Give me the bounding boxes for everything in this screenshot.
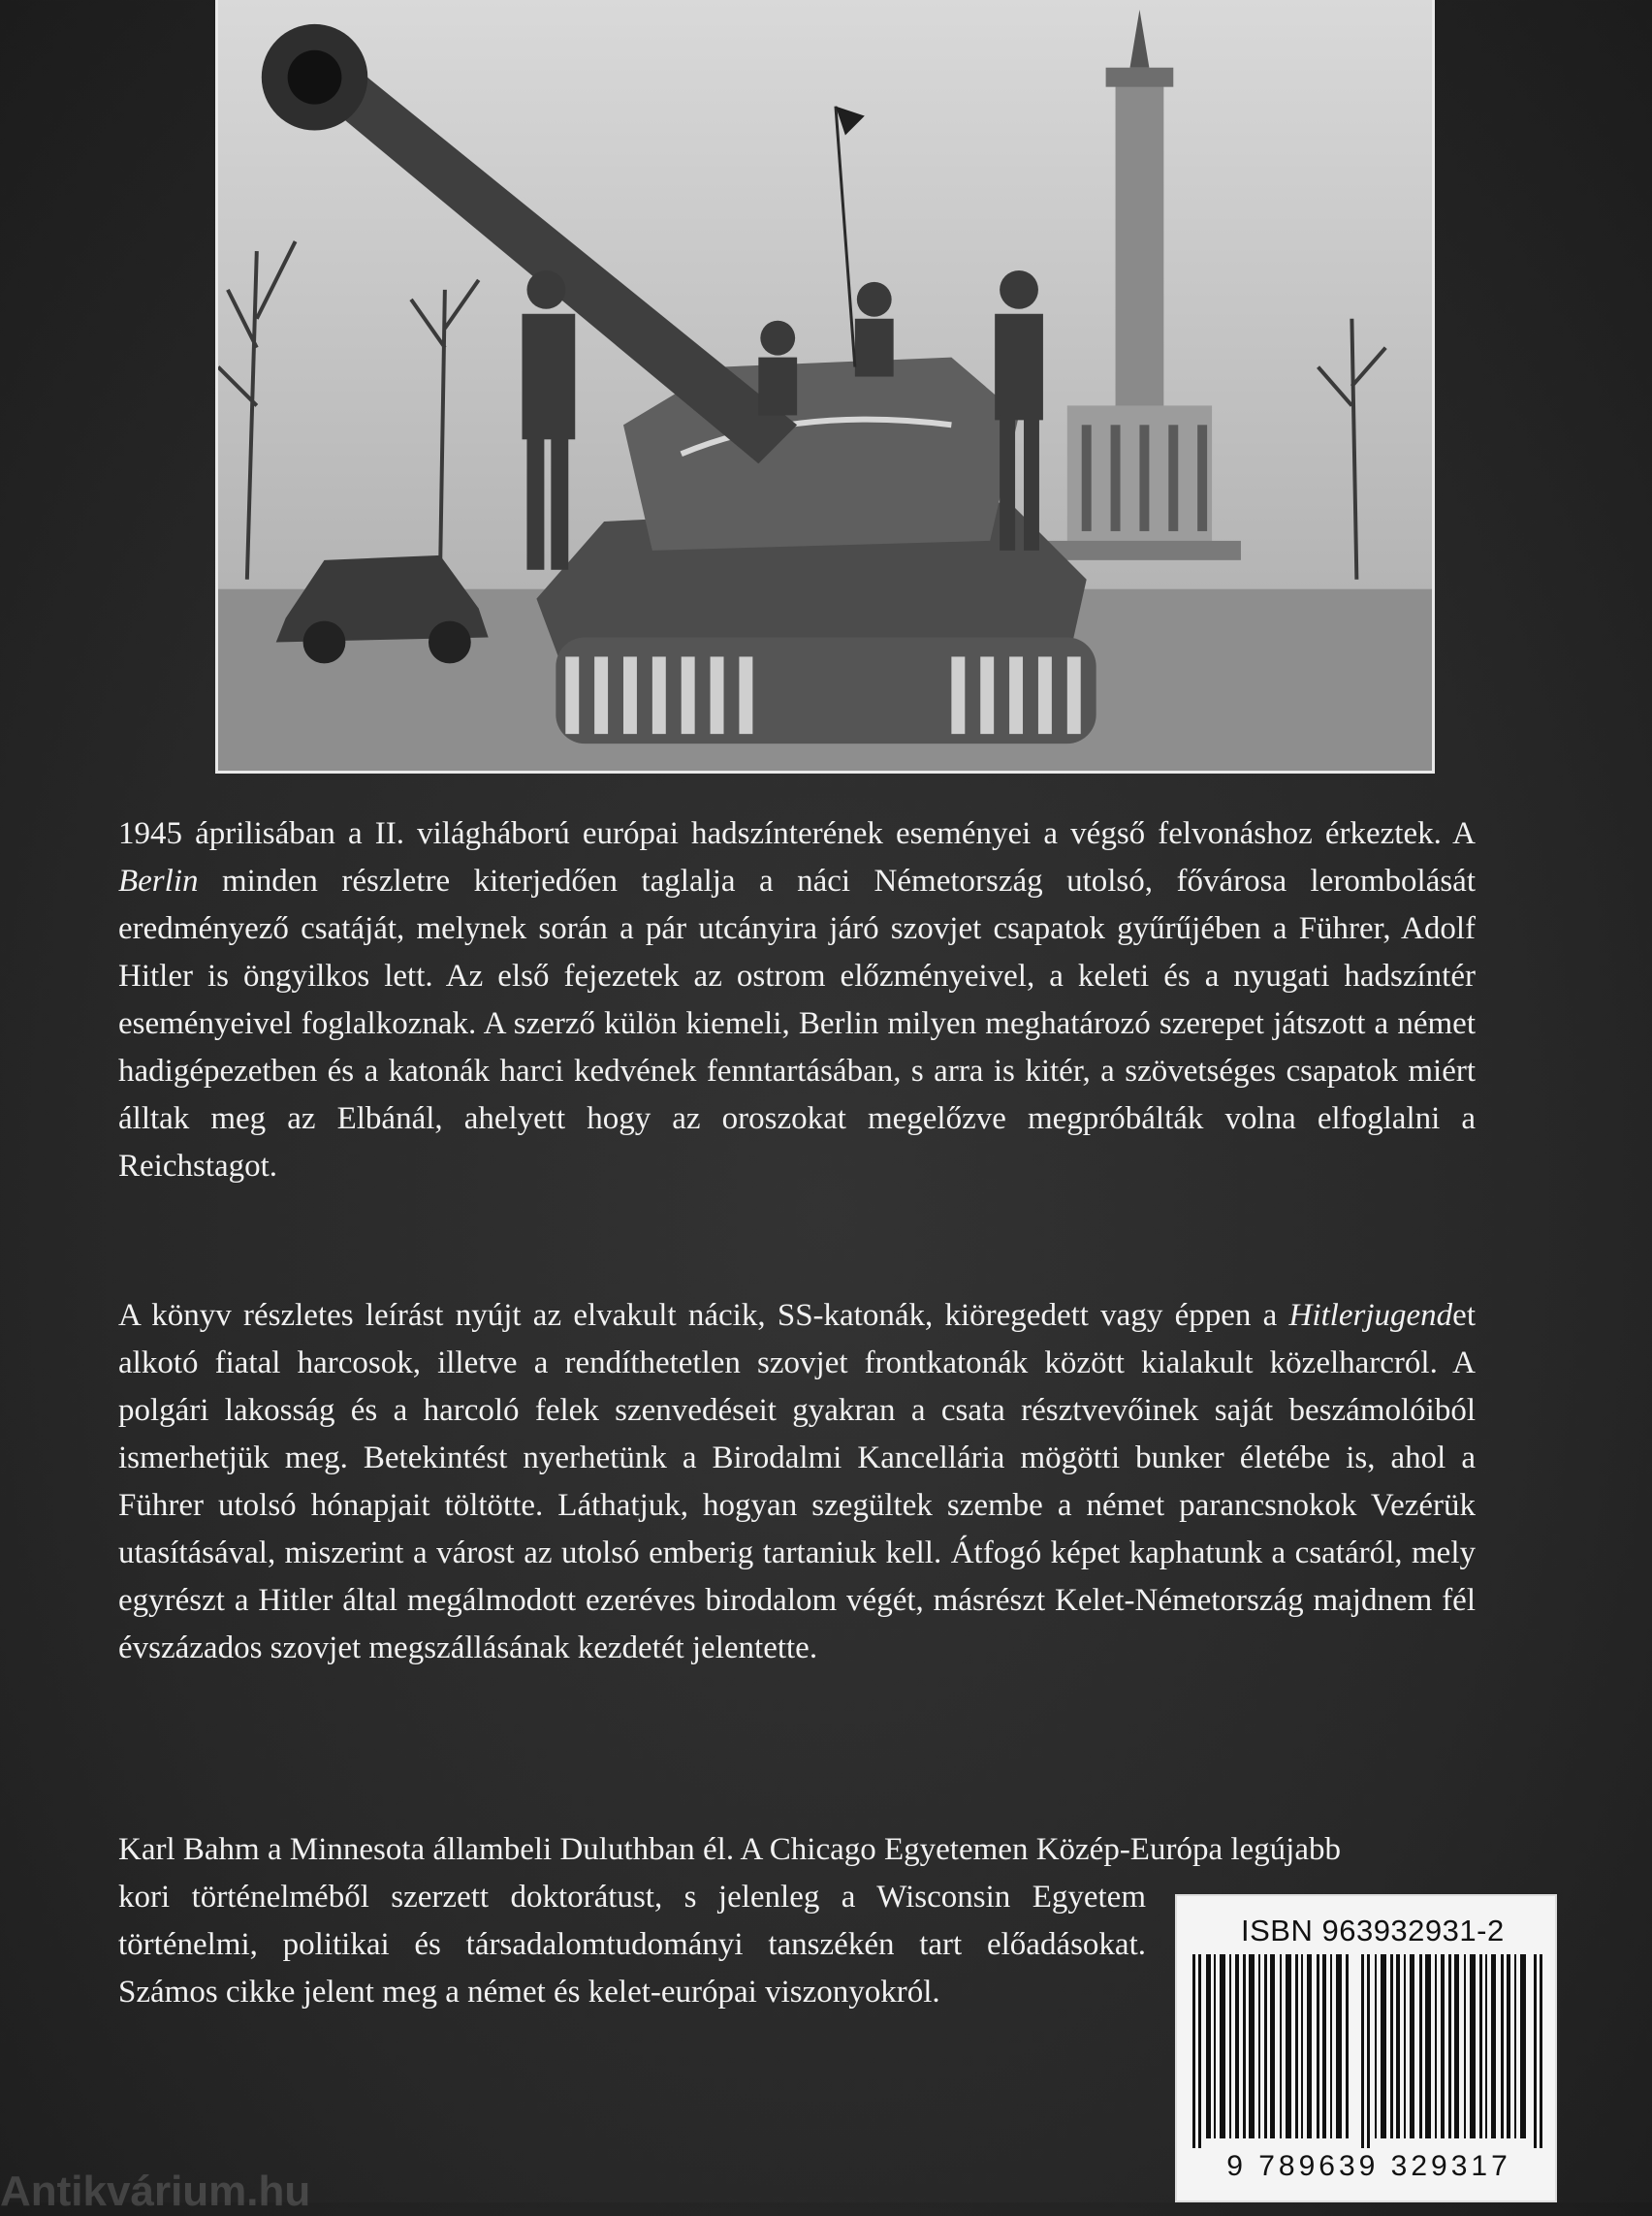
blurb-paragraph-2 [118, 1292, 1476, 1672]
author-bio-first-line: Karl Bahm a Minnesota állambeli Duluthban él. A Chicago Egyetemen Közép-Európa legújabb [118, 1832, 1341, 1867]
barcode-bars [1192, 1954, 1545, 2148]
author-bio-rest: kori történelméből szerzett doktorátust, s jelenleg a Wisconsin Egyetem történelmi, politikai és társadalomtudományi tanszékén tart előadásokat. Számos cikke jelent meg a német és kelet-európai viszonyokról. [118, 1880, 1146, 2010]
book-title-italic: Berlin [118, 864, 199, 899]
blurb-text: A könyv részletes leírást nyújt az elvakult nácik, SS-katonák, kiöregedett vagy éppen a [118, 1298, 1289, 1333]
author-bio [118, 1826, 1341, 2016]
blurb-text: 1945 áprilisában a II. világháború európai hadszínterének eseményei a végső felvonáshoz érkeztek. A [118, 816, 1476, 851]
isbn-barcode [1175, 1894, 1557, 2202]
watermark: Antikvárium.hu [0, 2168, 311, 2215]
blurb-paragraph-1 [118, 810, 1476, 1190]
blurb-text: et alkotó fiatal harcosok, illetve a rendíthetetlen szovjet frontkatonák között kialakult közelharcról. A polgári lakosság és a harcoló felek szenvedéseit gyakran a csata résztvevőinek saját beszámolóiból ismerhetjük meg. Betekintést nyerhetünk a Birodalmi Kancellária mögötti bunker életébe is, ahol a Führer utolsó hónapjait töltötte. Láthatjuk, hogyan szegültek szembe a német parancsnokok Vezérük utasításával, miszerint a várost az utolsó emberig tartaniuk kell. Átfogó képet kaphatunk a csatáról, mely egyrészt a Hitler által megálmodott ezeréves birodalom végét, másrészt Kelet-Németország majdnem fél évszázados szovjet megszállásának kezdetét jelentette. [118, 1298, 1476, 1665]
barcode-digits: 9 789639 329317 [1226, 2150, 1511, 2182]
isbn-label: ISBN 963932931-2 [1241, 1914, 1505, 1947]
hitlerjugend-italic: Hitlerjugend [1288, 1298, 1453, 1333]
cover-photo [215, 0, 1435, 774]
tank-photo-illustration [218, 0, 1432, 771]
blurb-text: minden részletre kiterjedően taglalja a náci Németország utolsó, fővárosa lerombolását eredményező csatáját, melynek során a pár utcányira járó szovjet csapatok gyűrűjében a Führer, Adolf Hitler is öngyilkos lett. Az első fejezetek az ostrom előzményeivel, a keleti és a nyugati hadszíntér eseményeivel foglalkoznak. A szerző külön kiemeli, Berlin milyen meghatározó szerepet játszott a német hadigépezetben és a katonák harci kedvének fenntartásában, s arra is kitér, a szövetséges csapatok miért álltak meg az Elbánál, ahelyett hogy az oroszokat megelőzve megpróbálták volna elfoglalni a Reichstagot. [118, 864, 1476, 1184]
